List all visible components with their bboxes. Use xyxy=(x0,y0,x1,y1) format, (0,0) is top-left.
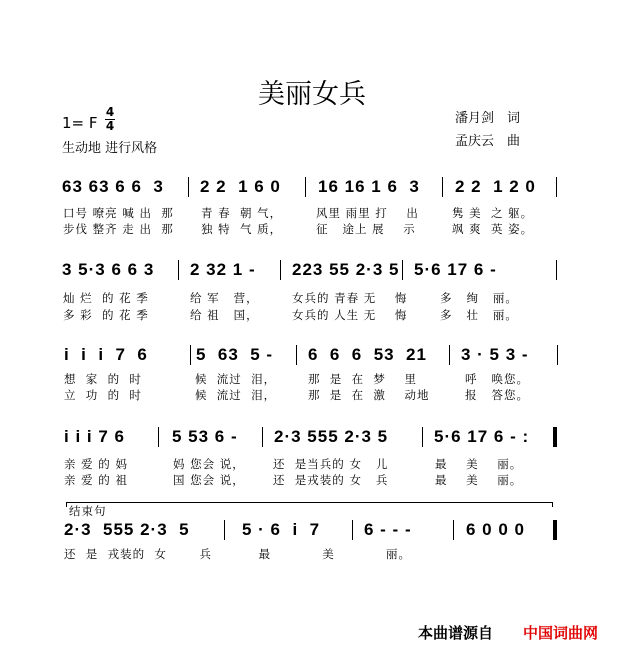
barline xyxy=(556,177,557,197)
barline xyxy=(296,345,297,365)
measure: 6 6 6 53 21 xyxy=(308,345,427,364)
song-title: 美丽女兵 xyxy=(258,79,366,110)
lyric: 报 答您。 xyxy=(465,388,529,402)
lyric: 风里 雨里 打 出 xyxy=(316,206,419,220)
lyric: 那 是 在 梦 里 xyxy=(308,372,418,386)
barline xyxy=(422,427,423,447)
lyric: 亲 爱 的 妈 xyxy=(64,457,128,471)
lyric: 还 是 戎装的 女 兵 最 美 丽。 xyxy=(64,547,411,561)
measure: 5 53 6 - xyxy=(172,427,238,446)
measure: i i i 7 6 xyxy=(64,427,125,446)
key-signature: 1= F xyxy=(62,114,98,132)
lyric: 多 壮 丽。 xyxy=(440,308,518,322)
measure: 2 32 1 - xyxy=(190,260,256,279)
lyric: 呼 唤您。 xyxy=(465,372,529,386)
measure: 3 5·3 6 6 3 xyxy=(62,260,155,279)
measure: 6 - - - xyxy=(364,520,412,539)
lyric: 女兵的 人生 无 悔 xyxy=(292,308,408,322)
lyric: 多 彩 的 花 季 xyxy=(63,308,149,322)
barline xyxy=(305,177,306,197)
barline xyxy=(449,345,450,365)
lyric: 国 您会 说， xyxy=(173,473,245,487)
measure: 63 63 6 6 3 xyxy=(62,177,164,196)
barline xyxy=(352,520,353,540)
lyric: 多 绚 丽。 xyxy=(440,291,518,305)
barline xyxy=(224,520,225,540)
measure: 223 55 2·3 5 xyxy=(292,260,400,279)
barline xyxy=(188,177,189,197)
lyric: 最 美 丽。 xyxy=(435,473,523,487)
barline xyxy=(262,427,263,447)
lyric: 口号 嘹亮 喊 出 那 xyxy=(63,206,174,220)
lyric: 给 祖 国， xyxy=(190,308,259,322)
lyric: 独 特 气 质， xyxy=(201,222,283,236)
lyric: 征 途上 展 示 xyxy=(316,222,416,236)
tempo-marking: 生动地 进行风格 xyxy=(62,141,158,156)
lyric: 想 家 的 时 xyxy=(64,372,142,386)
repeat-end-barline xyxy=(553,427,557,447)
lyric: 青 春 朝 气， xyxy=(201,206,283,220)
measure: 2 2 1 6 0 xyxy=(200,177,281,196)
barline xyxy=(178,260,179,280)
source-label: 本曲谱源自 xyxy=(418,624,494,642)
measure: 3 · 5 3 - xyxy=(461,345,529,364)
lyric: 飒 爽 英 姿。 xyxy=(452,222,534,236)
measure: 5·6 17 6 - : xyxy=(434,427,530,446)
lyric: 女兵的 青春 无 悔 xyxy=(292,291,408,305)
lyric: 隽 美 之 躯。 xyxy=(452,206,534,220)
measure: 2·3 555 2·3 5 xyxy=(64,520,190,539)
measure: 5·6 17 6 - xyxy=(414,260,497,279)
ending-label: 结束句 xyxy=(69,504,107,518)
lyric: 立 功 的 时 xyxy=(64,388,142,402)
barline xyxy=(190,345,191,365)
ending-bracket xyxy=(66,502,552,503)
measure: 5 · 6 i 7 xyxy=(242,520,321,539)
measure: 5 63 5 - xyxy=(196,345,274,364)
measure: 16 16 1 6 3 xyxy=(318,177,420,196)
barline xyxy=(280,260,281,280)
lyric: 妈 您会 说， xyxy=(173,457,245,471)
barline xyxy=(158,427,159,447)
lyric: 还 是当兵的 女 儿 xyxy=(273,457,389,471)
barline xyxy=(556,260,557,280)
lyric: 亲 爱 的 祖 xyxy=(64,473,128,487)
measure: 6 0 0 0 xyxy=(466,520,525,539)
lyric: 那 是 在 激 动地 xyxy=(308,388,430,402)
barline xyxy=(453,520,454,540)
measure: 2 2 1 2 0 xyxy=(455,177,536,196)
measure: 2·3 555 2·3 5 xyxy=(274,427,389,446)
time-signature: 4 4 xyxy=(105,105,115,133)
lyric: 还 是戎装的 女 兵 xyxy=(273,473,389,487)
barline xyxy=(402,260,403,280)
lyric: 给 军 营， xyxy=(190,291,259,305)
source-site-link[interactable]: 中国词曲网 xyxy=(523,624,599,642)
lyric: 灿 烂 的 花 季 xyxy=(63,291,149,305)
lyricist: 潘月剑 词 xyxy=(455,111,521,126)
lyric: 候 流过 泪， xyxy=(195,372,277,386)
measure: i i i 7 6 xyxy=(64,345,148,364)
composer: 孟庆云 曲 xyxy=(455,134,521,149)
lyric: 最 美 丽。 xyxy=(435,457,523,471)
barline xyxy=(557,345,558,365)
final-barline xyxy=(553,520,557,540)
lyric: 候 流过 泪， xyxy=(195,388,277,402)
lyric: 步伐 整齐 走 出 那 xyxy=(63,222,174,236)
barline xyxy=(442,177,443,197)
